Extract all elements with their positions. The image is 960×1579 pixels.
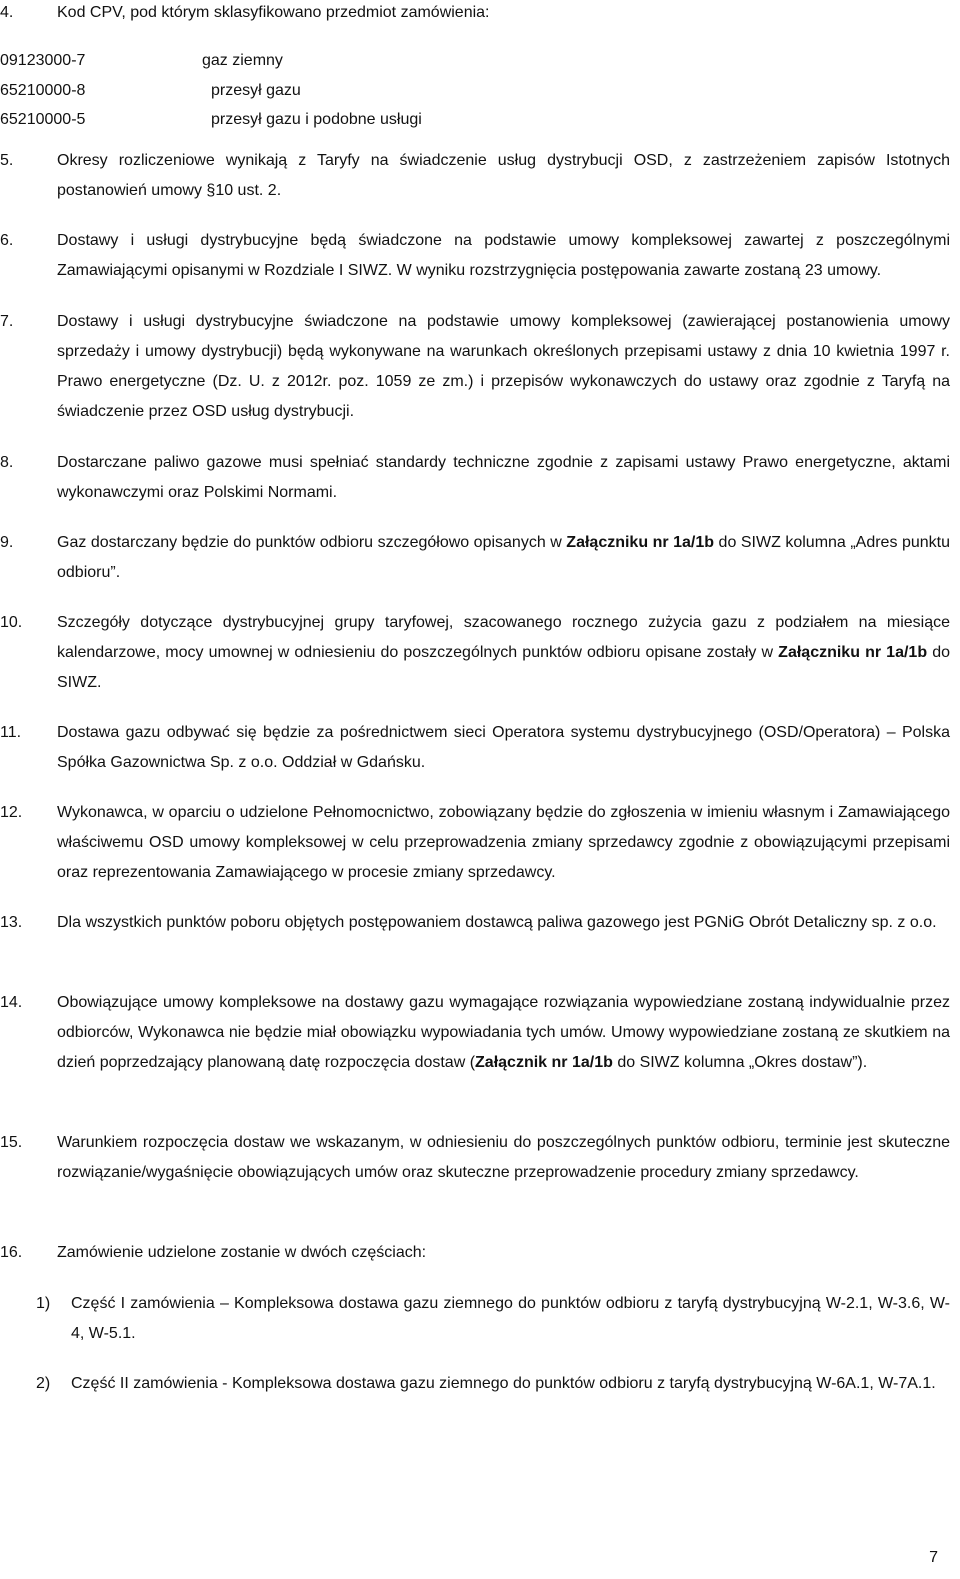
item-text: Dostarczane paliwo gazowe musi spełniać standardy techniczne zgodnie z zapisami ustawy Prawo energetyczne, aktami wykonawczymi oraz Polskimi Normami.: [57, 454, 950, 501]
item-10: [0, 608, 950, 700]
item-text: [57, 608, 950, 698]
part-number: 2): [36, 1375, 51, 1392]
item-5: [0, 146, 950, 208]
item-12: [0, 798, 950, 890]
cpv-description: przesył gazu: [211, 82, 301, 99]
attachment-reference: Załącznik nr 1a/1b: [475, 1054, 613, 1071]
item-number: 12.: [0, 804, 23, 821]
item-text-part: Gaz dostarczany będzie do punktów odbioru szczegółowo opisanych w: [57, 534, 567, 551]
item-number: 6.: [0, 232, 14, 249]
item-15: [0, 1128, 950, 1220]
item-13: [0, 908, 950, 970]
item-text-part: Obowiązujące umowy kompleksowe na dostawy gazu wymagające rozwiązania wypowiedziane zostaną indywidualnie przez odbiorców, Wykonawca nie będzie miał obowiązku wypowiadania tych umów. Umowy wypowiedziane zostaną ze skutkiem na dzień poprzedzający planowaną datę rozpoczęcia dostaw (: [57, 994, 950, 1071]
cpv-code: 65210000-5: [0, 111, 86, 128]
item-14: [0, 988, 950, 1110]
cpv-code: 65210000-8: [0, 82, 86, 99]
item-16: [0, 1238, 950, 1270]
item-text-part: do SIWZ kolumna „Okres dostaw”).: [612, 1054, 868, 1071]
item-number: 15.: [0, 1134, 23, 1151]
part-1: [0, 1289, 950, 1351]
item-text: Okresy rozliczeniowe wynikają z Taryfy na świadczenie usług dystrybucji OSD, z zastrzeżeniem zapisów Istotnych postanowień umowy §10 ust. 2.: [57, 152, 950, 199]
item-11: [0, 718, 950, 780]
item-text: Wykonawca, w oparciu o udzielone Pełnomocnictwo, zobowiązany będzie do zgłoszenia w imieniu własnym i Zamawiającego właściwemu OSD umowy kompleksowej w celu przeprowadzenia zmiany sprzedawcy zgodnie z obowiązującymi przepisami oraz reprezentowania Zamawiającego w procesie zmiany sprzedawcy.: [57, 804, 950, 881]
cpv-description: przesył gazu i podobne usługi: [211, 111, 422, 128]
item-number: 11.: [0, 724, 22, 741]
item-number: 4.: [0, 4, 14, 21]
part-number: 1): [36, 1295, 51, 1312]
part-2: [0, 1369, 950, 1431]
item-number: 5.: [0, 152, 14, 169]
item-9: [0, 528, 950, 590]
item-text: [57, 528, 950, 588]
item-8: [0, 448, 950, 510]
part-text: Część II zamówienia - Kompleksowa dostawa gazu ziemnego do punktów odbioru z taryfą dystrybucyjną W-6A.1, W-7A.1.: [71, 1375, 936, 1392]
item-text-part: do SIWZ.: [57, 644, 950, 691]
item-text: Dla wszystkich punktów poboru objętych postępowaniem dostawcą paliwa gazowego jest PGNiG Obrót Detaliczny sp. z o.o.: [57, 914, 937, 931]
item-text: [57, 988, 950, 1078]
item-6: [0, 226, 950, 288]
item-number: 10.: [0, 614, 23, 631]
attachment-reference: Załączniku nr 1a/1b: [778, 644, 928, 661]
item-number: 14.: [0, 994, 23, 1011]
item-text: Kod CPV, pod którym sklasyfikowano przedmiot zamówienia:: [57, 4, 490, 21]
item-number: 8.: [0, 454, 14, 471]
page-number: 7: [929, 1549, 938, 1566]
item-text: Dostawy i usługi dystrybucyjne będą świadczone na podstawie umowy kompleksowej zawartej z poszczególnymi Zamawiającymi opisanymi w Rozdziale I SIWZ. W wyniku rozstrzygnięcia postępowania zawarte zostaną 23 umowy.: [57, 232, 950, 279]
item-number: 7.: [0, 313, 14, 330]
attachment-reference: Załączniku nr 1a/1b: [566, 534, 715, 551]
item-text: Warunkiem rozpoczęcia dostaw we wskazanym, w odniesieniu do poszczególnych punktów odbioru, terminie jest skuteczne rozwiązanie/wygaśnięcie obowiązujących umów oraz skuteczne przeprowadzenie procedury zmiany sprzedawcy.: [57, 1134, 950, 1181]
item-7: [0, 307, 950, 429]
cpv-description: gaz ziemny: [202, 52, 283, 69]
part-text: Część I zamówienia – Kompleksowa dostawa gazu ziemnego do punktów odbioru z taryfą dystrybucyjną W-2.1, W-3.6, W-4, W-5.1.: [71, 1295, 950, 1342]
item-text-part: do SIWZ kolumna „Adres punktu odbioru”.: [57, 534, 950, 581]
item-text-part: Szczegóły dotyczące dystrybucyjnej grupy taryfowej, szacowanego rocznego zużycia gazu z podziałem na miesiące kalendarzowe, mocy umownej w odniesieniu do poszczególnych punktów odbioru opisane zostały w: [57, 614, 950, 661]
item-text: Zamówienie udzielone zostanie w dwóch częściach:: [57, 1244, 427, 1261]
item-number: 13.: [0, 914, 23, 931]
cpv-code: 09123000-7: [0, 52, 86, 69]
item-text: Dostawy i usługi dystrybucyjne świadczone na podstawie umowy kompleksowej (zawierającej postanowienia umowy sprzedaży i umowy dystrybucji) będą wykonywane na warunkach określonych przepisami ustawy z dnia 10 kwietnia 1997 r. Prawo energetyczne (Dz. U. z 2012r. poz. 1059 ze zm.) i przepisów wykonawczych do ustawy oraz zgodnie z Taryfą na świadczenie przez OSD usług dystrybucji.: [57, 313, 950, 420]
item-number: 9.: [0, 534, 14, 551]
item-number: 16.: [0, 1244, 23, 1261]
item-text: Dostawa gazu odbywać się będzie za pośrednictwem sieci Operatora systemu dystrybucyjnego (OSD/Operatora) – Polska Spółka Gazownictwa Sp. z o.o. Oddział w Gdańsku.: [57, 724, 950, 771]
